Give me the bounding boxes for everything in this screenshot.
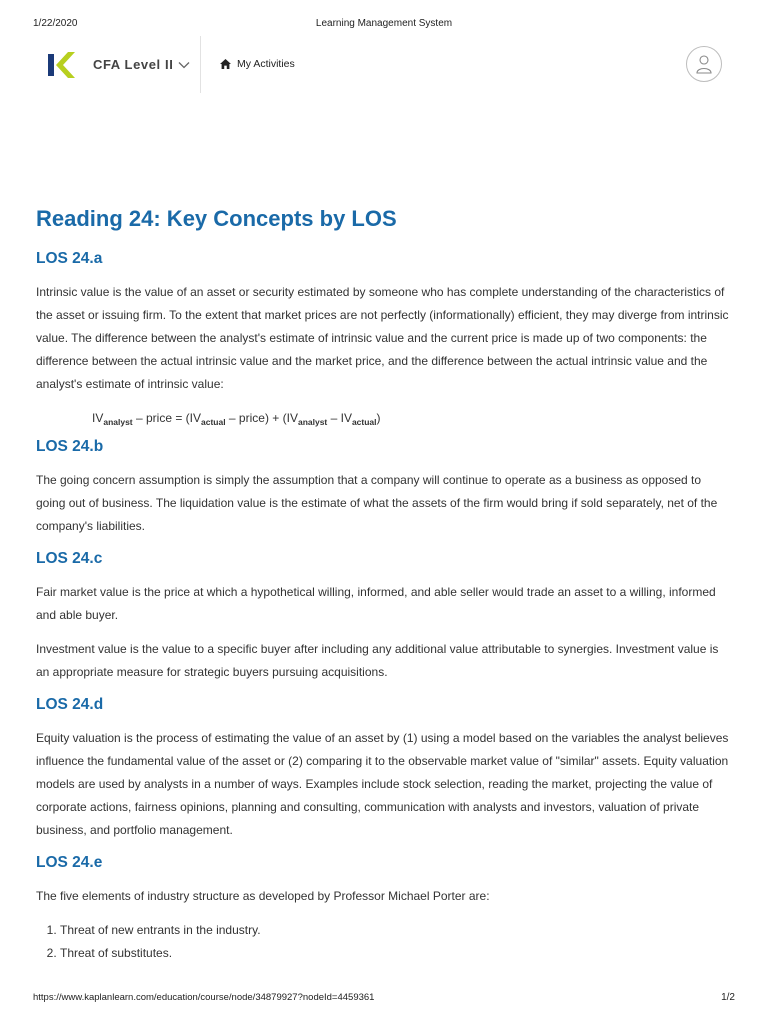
paragraph: The going concern assumption is simply the assumption that a company will continue to operate as a business as opposed to going out of business. The liquidation value is the estimate of what the assets of the firm would bring if sold separately, net of the company's liabilities. [36, 473, 718, 533]
paragraph: The five elements of industry structure as developed by Professor Michael Porter are: [36, 889, 490, 903]
kaplan-logo[interactable] [46, 52, 76, 78]
page-title: Reading 24: Key Concepts by LOS [36, 206, 397, 231]
my-activities-link[interactable] [220, 58, 295, 70]
print-page-number: 1/2 [721, 992, 735, 1003]
print-date: 1/22/2020 [33, 18, 78, 29]
paragraph: Intrinsic value is the value of an asset or security estimated by someone who has complete understanding of the characteristics of the asset or issuing firm. To the extent that market prices are not perfectly (informationally) efficient, they may diverge from intrinsic value. The difference between the analyst's estimate of intrinsic value and the current price is made up of two components: the difference between the actual intrinsic value and the market price, and the difference between the actual intrinsic value and the analyst's estimate of intrinsic value: [36, 285, 729, 391]
user-icon [695, 54, 713, 74]
paragraph: Investment value is the value to a specific buyer after including any additional value attributable to synergies. Investment value is an appropriate measure for strategic buyers pursuing acquisitions. [36, 642, 719, 679]
section-heading: LOS 24.b [36, 438, 104, 455]
section-los-24e [36, 853, 732, 965]
user-avatar-button[interactable] [686, 46, 722, 82]
home-icon [220, 59, 231, 69]
print-title: Learning Management System [315, 18, 453, 29]
header-divider [200, 36, 201, 93]
app-header [0, 36, 768, 94]
my-activities-label: My Activities [237, 58, 295, 70]
course-name: CFA Level II [93, 57, 174, 72]
print-url: https://www.kaplanlearn.com/education/course/node/34879927?nodeId=4459361 [33, 992, 375, 1003]
chevron-down-icon [178, 61, 190, 69]
section-heading: LOS 24.e [36, 854, 103, 871]
industry-structure-list [36, 919, 732, 965]
main-content [36, 205, 732, 965]
section-los-24a [36, 249, 732, 429]
course-selector[interactable] [93, 57, 190, 72]
section-heading: LOS 24.a [36, 250, 103, 267]
intrinsic-value-formula: $IV_{analyst}$ – price = ($IV_{actual}$ – price) + $(IV_{analyst} - IV_{actual})$ [92, 411, 381, 427]
paragraph: Fair market value is the price at which a hypothetical willing, informed, and able seller would trade an asset to a willing, informed and able buyer. [36, 585, 716, 622]
list-item: 1. Threat of new entrants in the industry. [60, 919, 732, 942]
section-los-24d [36, 695, 732, 842]
paragraph: Equity valuation is the process of estimating the value of an asset by (1) using a model based on the variables the analyst believes influence the fundamental value of the asset or (2) comparing it to the observable market value of "similar" assets. Equity valuation models are used by analysts in a number of ways. Examples include stock selection, reading the market, projecting the value of corporate actions, fairness opinions, planning and consulting, communication with analysts and investors, valuation of private business, and portfolio management. [36, 731, 729, 837]
section-heading: LOS 24.d [36, 696, 104, 713]
list-item: 2. Threat of substitutes. [60, 942, 732, 965]
section-los-24b [36, 437, 732, 538]
section-los-24c [36, 549, 732, 684]
section-heading: LOS 24.c [36, 550, 103, 567]
